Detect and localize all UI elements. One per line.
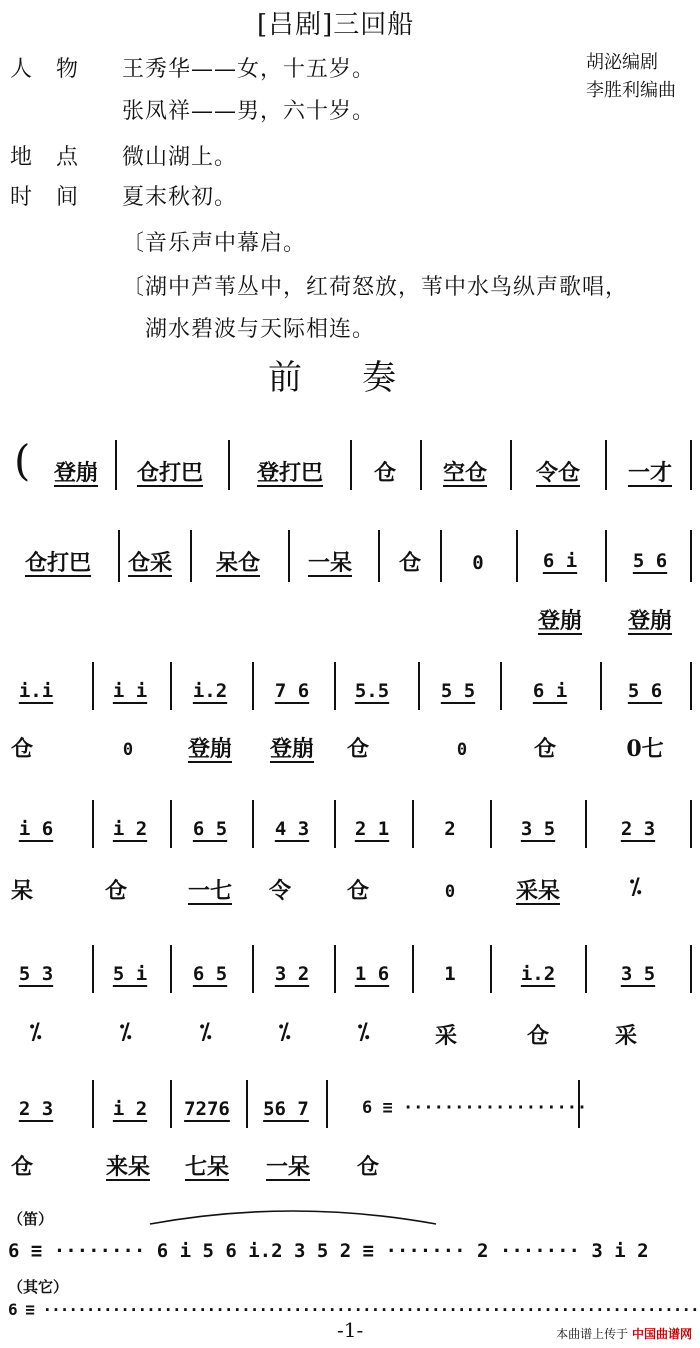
percussion-cell: 0七	[626, 736, 664, 762]
percussion-cell: 登崩	[627, 608, 673, 634]
stage-direction-2-cont: 湖水碧波与天际相连。	[145, 317, 376, 342]
bar-line	[334, 945, 336, 993]
percussion-cell: 一才	[627, 460, 673, 486]
note-cell: 6 5	[192, 963, 228, 985]
note-cell: i.2	[192, 680, 228, 702]
note-cell: 2 3	[620, 818, 656, 840]
bar-line	[288, 530, 290, 582]
bar-line	[92, 662, 94, 710]
percussion-cell: 呆	[10, 878, 34, 904]
note-cell: 5.5	[354, 680, 390, 702]
percussion-cell: 仓打巴	[136, 460, 204, 486]
percussion-cell: 仓采	[127, 550, 173, 576]
bar-line	[500, 662, 502, 710]
score-row-6	[0, 1080, 700, 1190]
note-cell: 3 5	[520, 818, 556, 840]
score-row-3	[0, 662, 700, 772]
bar-line	[252, 662, 254, 710]
percussion-cell: 仓	[10, 1154, 34, 1180]
note-cell: i 2	[112, 1098, 148, 1120]
character-2: 张凤祥——男，六十岁。	[122, 99, 376, 124]
note-cell: i.2	[520, 963, 556, 985]
bar-line	[690, 945, 692, 993]
bar-line	[92, 800, 94, 848]
bar-line	[334, 662, 336, 710]
repeat-mark: ⁒	[199, 1019, 213, 1045]
percussion-cell: 采	[434, 1023, 458, 1049]
percussion-cell: 登崩	[269, 736, 315, 762]
bar-line	[252, 945, 254, 993]
bar-line	[92, 945, 94, 993]
bar-line	[600, 662, 602, 710]
rest-cell: 0	[456, 740, 468, 760]
bar-line	[326, 1080, 328, 1128]
percussion-cell: 采呆	[515, 878, 561, 904]
stage-direction-2: 〔湖中芦苇丛中，红荷怒放，苇中水鸟纵声歌唱，	[122, 275, 629, 300]
note-cell: 6 i	[532, 680, 568, 702]
percussion-cell: 空仓	[442, 460, 488, 486]
page-number: -1-	[337, 1318, 364, 1342]
flute-line: 6 ≡ ········ 6 i 5 6 i.2 3 5 2 ≡ ······· 2 ······· 3 i 2	[8, 1240, 649, 1262]
note-cell: 7 6	[274, 680, 310, 702]
note-cell: 3 5	[620, 963, 656, 985]
percussion-cell: 仓	[356, 1154, 380, 1180]
percussion-cell: 来呆	[105, 1154, 151, 1180]
bar-line	[605, 440, 607, 490]
repeat-mark: ⁒	[119, 1019, 133, 1045]
bar-line	[350, 440, 352, 490]
bar-line	[510, 440, 512, 490]
time-text: 夏末秋初。	[122, 185, 238, 210]
bar-line	[585, 800, 587, 848]
percussion-cell: 登崩	[53, 460, 99, 486]
bar-line	[440, 530, 442, 582]
flute-label: （笛）	[8, 1210, 54, 1228]
bar-line	[420, 440, 422, 490]
other-instruments-line: 6 ≡ ············································································	[8, 1300, 699, 1319]
rest-cell: 0	[122, 740, 134, 760]
percussion-cell: 登崩	[187, 736, 233, 762]
other-instruments-label: （其它）	[8, 1278, 69, 1296]
score-row-4	[0, 800, 700, 910]
stage-direction-1: 〔音乐声中幕启。	[122, 231, 307, 256]
bar-line	[412, 945, 414, 993]
bar-line	[334, 800, 336, 848]
note-cell: i i	[112, 680, 148, 702]
bar-line	[170, 662, 172, 710]
percussion-cell: 登打巴	[256, 460, 324, 486]
note-cell: 1 6	[354, 963, 390, 985]
character-1: 王秀华——女，十五岁。	[122, 57, 376, 82]
bar-line	[378, 530, 380, 582]
composer-credit: 李胜利编曲	[586, 80, 676, 101]
percussion-cell: 仓	[346, 736, 370, 762]
note-cell: i 2	[112, 818, 148, 840]
bar-line	[690, 800, 692, 848]
slur-mark	[148, 1204, 438, 1226]
bar-line	[585, 945, 587, 993]
repeat-mark: ⁒	[29, 1019, 43, 1045]
note-cell: 6 5	[192, 818, 228, 840]
note-cell: i 6	[18, 818, 54, 840]
time-label: 时 间	[10, 185, 80, 210]
repeat-mark: ⁒	[357, 1019, 371, 1045]
percussion-cell: 一呆	[265, 1154, 311, 1180]
note-cell: 5 6	[632, 550, 668, 572]
bar-line	[170, 1080, 172, 1128]
percussion-cell: 仓	[398, 550, 422, 576]
percussion-cell: 仓	[104, 878, 128, 904]
percussion-cell: 仓打巴	[24, 550, 92, 576]
percussion-cell: 仓	[373, 460, 397, 486]
bar-line	[92, 1080, 94, 1128]
note-cell: 7276	[184, 1098, 230, 1120]
writer-credit: 胡泌编剧	[586, 52, 658, 73]
note-cell: 4 3	[274, 818, 310, 840]
site-logo[interactable]: 中国曲谱网	[631, 1327, 692, 1341]
bar-line	[490, 800, 492, 848]
bar-line	[170, 800, 172, 848]
page-title: [吕剧]三回船	[257, 10, 415, 40]
bar-line	[690, 530, 692, 582]
percussion-cell: 呆仓	[215, 550, 261, 576]
percussion-cell: 仓	[533, 736, 557, 762]
percussion-cell: 一七	[187, 878, 233, 904]
bar-line	[246, 1080, 248, 1128]
percussion-cell: 仓	[10, 736, 34, 762]
note-cell: 5 i	[112, 963, 148, 985]
section-title: 前奏	[268, 358, 456, 398]
note-cell: 6 i	[542, 550, 578, 572]
score-row-5	[0, 945, 700, 1055]
characters-label: 人 物	[10, 57, 80, 82]
bar-line	[118, 530, 120, 582]
note-cell: 3 2	[274, 963, 310, 985]
note-cell: 5 3	[18, 963, 54, 985]
note-cell: 2 1	[354, 818, 390, 840]
rest-cell: 0	[444, 882, 456, 902]
place-text: 微山湖上。	[122, 145, 238, 170]
percussion-cell: 登崩	[537, 608, 583, 634]
source-footer	[556, 1325, 692, 1342]
bar-line	[115, 440, 117, 490]
score-row-2	[0, 530, 700, 640]
held-note: 6 ≡ ··················	[362, 1098, 588, 1118]
open-bracket: (	[14, 436, 31, 485]
bar-line	[412, 800, 414, 848]
bar-line	[252, 800, 254, 848]
bar-line	[690, 662, 692, 710]
bar-line	[190, 530, 192, 582]
note-cell: 0	[472, 552, 484, 574]
score-row-1	[0, 436, 700, 500]
bar-line	[418, 662, 420, 710]
note-cell: 5 5	[440, 680, 476, 702]
percussion-cell: 仓	[526, 1023, 550, 1049]
bar-line	[228, 440, 230, 490]
note-cell: 2	[444, 818, 456, 840]
bar-line	[605, 530, 607, 582]
note-cell: 5 6	[627, 680, 663, 702]
repeat-mark: ⁒	[629, 874, 643, 900]
place-label: 地 点	[10, 145, 80, 170]
percussion-cell: 仓	[346, 878, 370, 904]
note-cell: 56 7	[263, 1098, 309, 1120]
percussion-cell: 令仓	[535, 460, 581, 486]
note-cell: i.i	[18, 680, 54, 702]
bar-line	[690, 440, 692, 490]
repeat-mark: ⁒	[278, 1019, 292, 1045]
upload-text: 本曲谱上传于	[556, 1327, 629, 1341]
bar-line	[516, 530, 518, 582]
percussion-cell: 七呆	[184, 1154, 230, 1180]
percussion-cell: 一呆	[307, 550, 353, 576]
bar-line	[490, 945, 492, 993]
percussion-cell: 令	[268, 878, 292, 904]
bar-line	[170, 945, 172, 993]
percussion-cell: 采	[614, 1023, 638, 1049]
note-cell: 1	[444, 963, 456, 985]
note-cell: 2 3	[18, 1098, 54, 1120]
